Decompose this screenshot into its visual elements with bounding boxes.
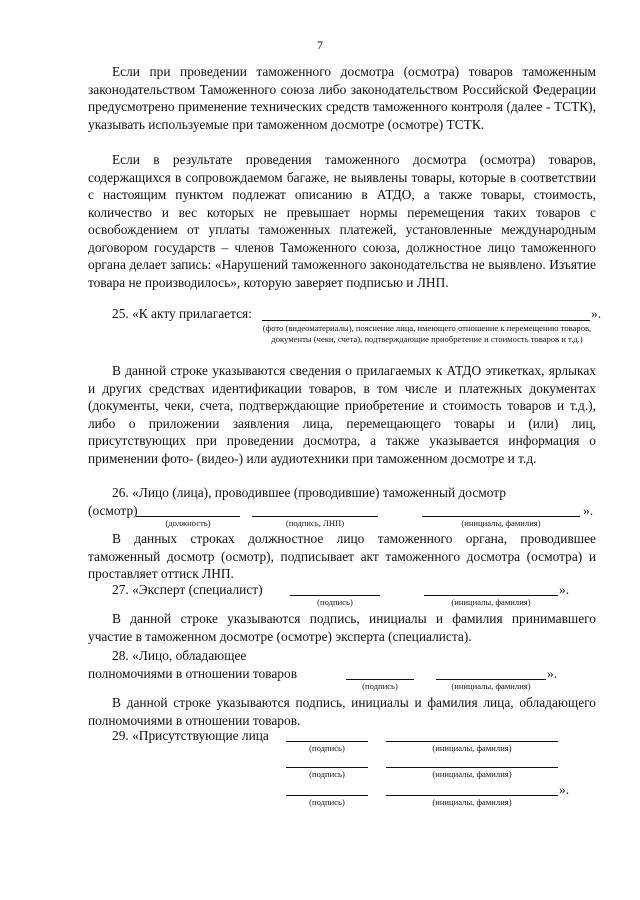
item-29-row2-signature-line: [286, 767, 368, 768]
item-29-row3-signature-line: [286, 795, 368, 796]
page-number: 7: [317, 38, 323, 52]
paragraph-expert: В данной строке указываются подпись, инициалы и фамилия принимавшего участие в таможенном досмотре (осмотре) эксперта (специалиста).: [88, 611, 596, 644]
item-29-row2-cap-signature: (подпись): [309, 769, 345, 779]
item-28-end: ».: [547, 666, 558, 681]
item-26-cap-name: (инициалы, фамилия): [461, 518, 541, 528]
item-28-cap-signature: (подпись): [362, 681, 398, 691]
item-26-end: ».: [583, 503, 594, 518]
item-27-end: ».: [559, 582, 570, 597]
item-28-line1: 28. «Лицо, обладающее: [112, 648, 247, 663]
item-29-row1-cap-name: (инициалы, фамилия): [432, 743, 512, 753]
item-29-row1-signature-line: [286, 741, 368, 742]
item-27-cap-signature: (подпись): [317, 597, 353, 607]
item-25-end: ».: [591, 306, 602, 321]
item-26-cap-position: (должность): [165, 518, 211, 528]
item-27-label: 27. «Эксперт (специалист): [112, 582, 263, 597]
item-29-row1-name-line: [386, 741, 558, 742]
paragraph-no-violations: Если в результате проведения таможенного досмотра (осмотра) товаров, содержащихся в сопровождаемом багаже, не выявлены товары, которые в соответствии с настоящим пунктом подлежат описанию в АТДО, а также товары, стоимость, количество и вес которых не превышает нормы перемещения таких товаров с освобождением от уплаты таможенных платежей, установленные международным договором государств – членов Таможенного союза, должностное лицо таможенного органа делает запись: «Нарушений таможенного законодательства не выявлено. Изъятие товара не производилось», которую заверяет подписью и ЛНП.: [88, 152, 596, 290]
item-25-caption: (фото (видеоматериалы), пояснение лица, имеющего отношение к перемещению товаров, документы (чеки, счета), подтверждающие приобретение и стоимость товаров и т.д.): [262, 323, 592, 344]
item-28-name-line: [436, 679, 546, 680]
item-29-row2-name-line: [386, 767, 558, 768]
item-25-label: 25. «К акту прилагается:: [112, 306, 252, 321]
item-26-line2: (осмотр): [88, 503, 138, 518]
item-29-row3-name-line: [386, 795, 558, 796]
item-26-signature-line: [252, 516, 378, 517]
item-29-row1-cap-signature: (подпись): [309, 743, 345, 753]
item-29-row2-cap-name: (инициалы, фамилия): [432, 769, 512, 779]
item-29-label: 29. «Присутствующие лица: [112, 728, 269, 743]
item-28-cap-name: (инициалы, фамилия): [451, 681, 531, 691]
item-26-position-line: [136, 516, 240, 517]
item-25-line: [262, 320, 590, 321]
item-29-row3-cap-signature: (подпись): [309, 797, 345, 807]
paragraph-tstk: Если при проведении таможенного досмотра (осмотра) товаров таможенным законодательством Таможенного союза либо законодательством Российской Федерации предусмотрено применение технических средств таможенного контроля (далее - ТСТК), указывать используемые при таможенном досмотре (осмотре) ТСТК.: [88, 64, 596, 132]
item-26-cap-signature: (подпись, ЛНП): [285, 518, 345, 528]
item-29-end: ».: [559, 782, 570, 797]
item-26-line1: 26. «Лицо (лица), проводившее (проводившие) таможенный досмотр: [112, 485, 506, 500]
item-26-name-line: [422, 516, 580, 517]
item-27-cap-name: (инициалы, фамилия): [451, 597, 531, 607]
item-28-line2: полномочиями в отношении товаров: [88, 666, 298, 681]
item-29-row3-cap-name: (инициалы, фамилия): [432, 797, 512, 807]
item-27-signature-line: [290, 595, 380, 596]
item-27-name-line: [424, 595, 558, 596]
paragraph-authorized-person: В данной строке указываются подпись, инициалы и фамилия лица, обладающего полномочиями в отношении товаров.: [88, 695, 596, 728]
paragraph-official-signs: В данных строках должностное лицо таможенного органа, проводившее таможенный досмотр (осмотр), подписывает акт таможенного досмотра (осмотра) и проставляет оттиск ЛНП.: [88, 531, 596, 581]
item-28-signature-line: [346, 679, 414, 680]
paragraph-attachments: В данной строке указываются сведения о прилагаемых к АТДО этикетках, ярлыках и других средствах идентификации товаров, в том числе и платежных документах (документы, чеки, счета, подтверждающие приобретение и стоимость товаров и т.д.), либо о приложении заявления лица, перемещающего товары и (или) лиц, присутствующих при проведении досмотра, а также указывается информация о применении фото- (видео-) или аудиотехники при таможенном досмотре и т.д.: [88, 363, 596, 466]
